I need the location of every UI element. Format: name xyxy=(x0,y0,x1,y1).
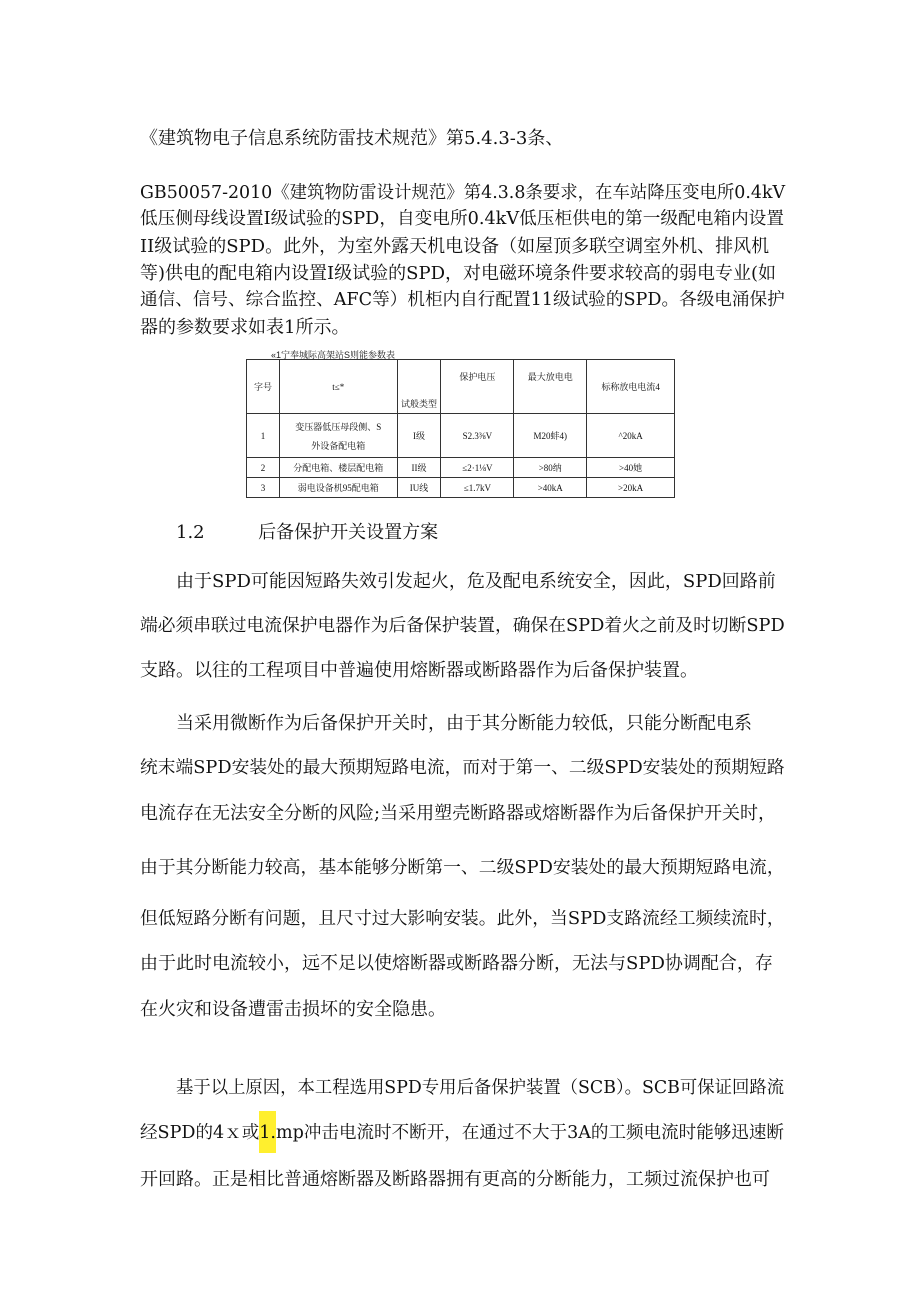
text-line: 由于其分断能力较高，基本能够分断第一、二级SPD安装处的最大预期短路电流， xyxy=(140,857,785,878)
table-caption: «1宁奉城际高架站S则能参数表 xyxy=(271,350,396,360)
text-line: 端必须串联过电流保护电器作为后备保护装置，确保在SPD着火之前及时切断SPD xyxy=(140,616,785,636)
header-protect-voltage: 保护电压 xyxy=(441,360,514,414)
table-row xyxy=(247,478,675,498)
cell-location-line: 变压器低压母段侧、S xyxy=(295,421,382,432)
text-line: GB50057-2010《建筑物防雷设计规范》第4.3.8条要求，在车站降压变电所0.4kV xyxy=(140,183,786,203)
cell-test-type: IU线 xyxy=(397,478,441,498)
text-line: 低压侧母线设置I级试验的SPD，自变电所0.4kV低压柜供电的第一级配电箱内设置 xyxy=(140,209,784,229)
text-line: 基于以上原因，本工程选用SPD专用后备保护装置（SCB）。SCB可保证回路流 xyxy=(176,1078,785,1098)
text-segment: 经SPD的4ｘ或 xyxy=(140,1123,260,1143)
section-heading xyxy=(176,518,438,544)
text-line: 但低短路分断有问题，且尺寸过大影响安装。此外，当SPD支路流经工频续流时， xyxy=(140,908,785,929)
cell-no: 2 xyxy=(247,458,280,478)
cell-location: 弱电设备机95配电箱 xyxy=(279,478,397,498)
cell-test-type: I级 xyxy=(397,414,441,458)
cell-no: 3 xyxy=(247,478,280,498)
text-line: 等)供电的配电箱内设置I级试验的SPD，对电磁环境条件要求较高的弱电专业(如 xyxy=(140,263,777,284)
cell-test-type: II级 xyxy=(397,458,441,478)
cell-nominal-discharge: >40她 xyxy=(587,458,675,478)
text-line: 开回路。正是相比普通熔断器及断路器拥有更高的分断能力，工频过流保护也可 xyxy=(140,1169,770,1190)
section-number: 1.2 xyxy=(176,522,205,543)
cell-protect-voltage: ≤1.7kV xyxy=(441,478,514,498)
cell-nominal-discharge: ^20kA xyxy=(587,414,675,458)
text-line: 器的参数要求如表1所示。 xyxy=(140,317,350,338)
text-line: 由于此时电流较小，远不足以使熔断器或断路器分断，无法与SPD协调配合，存 xyxy=(140,953,773,974)
cell-max-discharge: M20蚌4) xyxy=(514,414,587,458)
table-row xyxy=(247,414,675,458)
text-line xyxy=(140,1119,784,1144)
cell-location: 分配电箱、楼层配电箱 xyxy=(279,458,397,478)
spd-parameter-table xyxy=(246,359,675,498)
highlighted-text: 1. xyxy=(259,1111,276,1153)
table-row xyxy=(247,458,675,478)
text-line: 通信、信号、综合监控、AFC等）机柜内自行配置11级试验的SPD。各级电涌保护 xyxy=(140,290,785,310)
text-line: 电流存在无法安全分断的风险;当采用塑壳断路器或熔断器作为后备保护开关时， xyxy=(140,803,777,824)
section-title: 后备保护开关设置方案 xyxy=(258,522,439,543)
header-location: t≤* xyxy=(279,360,397,414)
text-line: 由于SPD可能因短路失效引发起火，危及配电系统安全，因此，SPD回路前 xyxy=(176,571,776,592)
cell-max-discharge: >80纳 xyxy=(514,458,587,478)
table-header-row xyxy=(247,360,675,414)
header-max-discharge: 最大放电电 xyxy=(514,360,587,414)
cell-protect-voltage: S2.3⅜V xyxy=(441,414,514,458)
cell-nominal-discharge: >20kA xyxy=(587,478,675,498)
cell-location-line: 外设备配电箱 xyxy=(311,440,366,451)
header-nominal-discharge: 标称放电电流4 xyxy=(587,360,675,414)
header-no: 字号 xyxy=(247,360,280,414)
text-line: 支路。以往的工程项目中普遍使用熔断器或断路器作为后备保护装置。 xyxy=(140,660,698,681)
cell-max-discharge: >40kA xyxy=(514,478,587,498)
text-segment: mp冲击电流时不断开，在通过不大于3A的工频电流时能够迅速断 xyxy=(276,1123,784,1143)
cell-protect-voltage: ≤2·1⅛V xyxy=(441,458,514,478)
text-line: 当采用微断作为后备保护开关时，由于其分断能力较低，只能分断配电系 xyxy=(176,713,752,734)
text-line: 《建筑物电子信息系统防雷技术规范》第5.4.3-3条、 xyxy=(140,128,564,149)
text-line: 在火灾和设备遭雷击损坏的安全隐患。 xyxy=(140,999,446,1020)
text-line: II级试验的SPD。此外，为室外露天机电设备（如屋顶多联空调室外机、排风机 xyxy=(140,236,770,257)
cell-no: 1 xyxy=(247,414,280,458)
header-test-type: 试般类型 xyxy=(397,360,441,414)
text-line: 统末端SPD安装处的最大预期短路电流，而对于第一、二级SPD安装处的预期短路 xyxy=(140,758,785,778)
cell-location xyxy=(279,414,397,458)
